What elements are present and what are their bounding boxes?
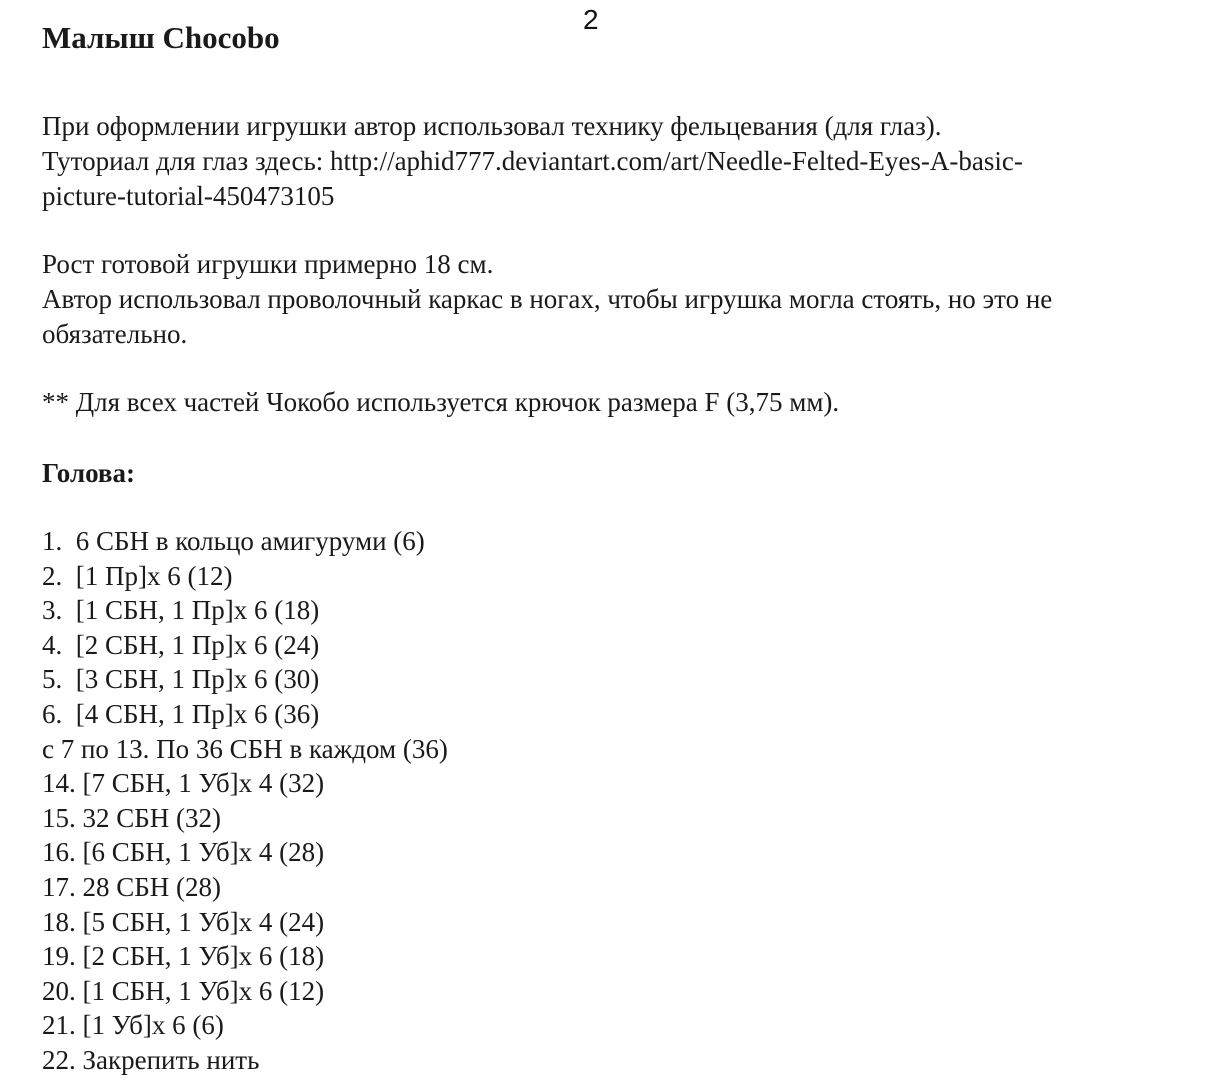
pattern-row: с 7 по 13. По 36 СБН в каждом (36) — [42, 733, 448, 764]
pattern-rows-list — [42, 524, 1192, 1078]
intro-line-1: При оформлении игрушки автор использовал технику фельцевания (для глаз). — [42, 111, 942, 141]
pattern-row: 21. [1 Уб]х 6 (6) — [42, 1010, 224, 1041]
intro-paragraph — [42, 109, 1192, 214]
page-number: 2 — [583, 4, 599, 35]
size-line-1: Рост готовой игрушки примерно 18 см. — [42, 249, 494, 279]
pattern-row: 6. [4 СБН, 1 Пр]х 6 (36) — [42, 698, 320, 729]
intro-line-2-tutorial-link: Туториал для глаз здесь: http://aphid777.deviantart.com/art/Needle-Felted-Eyes-A-basic- — [42, 146, 1023, 176]
pattern-row: 1. 6 СБН в кольцо амигуруми (6) — [42, 526, 425, 556]
pattern-row: 4. [2 СБН, 1 Пр]х 6 (24) — [42, 629, 320, 660]
pattern-row: 5. [3 СБН, 1 Пр]х 6 (30) — [42, 664, 320, 695]
pattern-row: 17. 28 СБН (28) — [42, 871, 221, 902]
pattern-row: 16. [6 СБН, 1 Уб]х 4 (28) — [42, 837, 325, 868]
pattern-row: 15. 32 СБН (32) — [42, 802, 221, 833]
size-line-3: обязательно. — [42, 319, 188, 349]
document-title: Малыш Chocobo — [42, 20, 280, 55]
hook-note: ** Для всех частей Чокобо используется крючок размера F (3,75 мм). — [42, 387, 840, 417]
section-heading-head: Голова: — [42, 458, 135, 488]
pattern-row: 22. Закрепить нить — [42, 1044, 260, 1075]
pattern-row: 18. [5 СБН, 1 Уб]х 4 (24) — [42, 906, 325, 937]
pattern-row: 2. [1 Пр]х 6 (12) — [42, 560, 233, 591]
pattern-row: 19. [2 СБН, 1 Уб]х 6 (18) — [42, 941, 325, 972]
intro-line-3: picture-tutorial-450473105 — [42, 181, 335, 211]
document-body — [42, 18, 1192, 1078]
pattern-row: 14. [7 СБН, 1 Уб]х 4 (32) — [42, 768, 325, 799]
pattern-row: 20. [1 СБН, 1 Уб]х 6 (12) — [42, 975, 325, 1006]
size-paragraph — [42, 247, 1192, 352]
size-line-2: Автор использовал проволочный каркас в ногах, чтобы игрушка могла стоять, но это не — [42, 284, 1053, 314]
pattern-row: 3. [1 СБН, 1 Пр]х 6 (18) — [42, 595, 320, 626]
